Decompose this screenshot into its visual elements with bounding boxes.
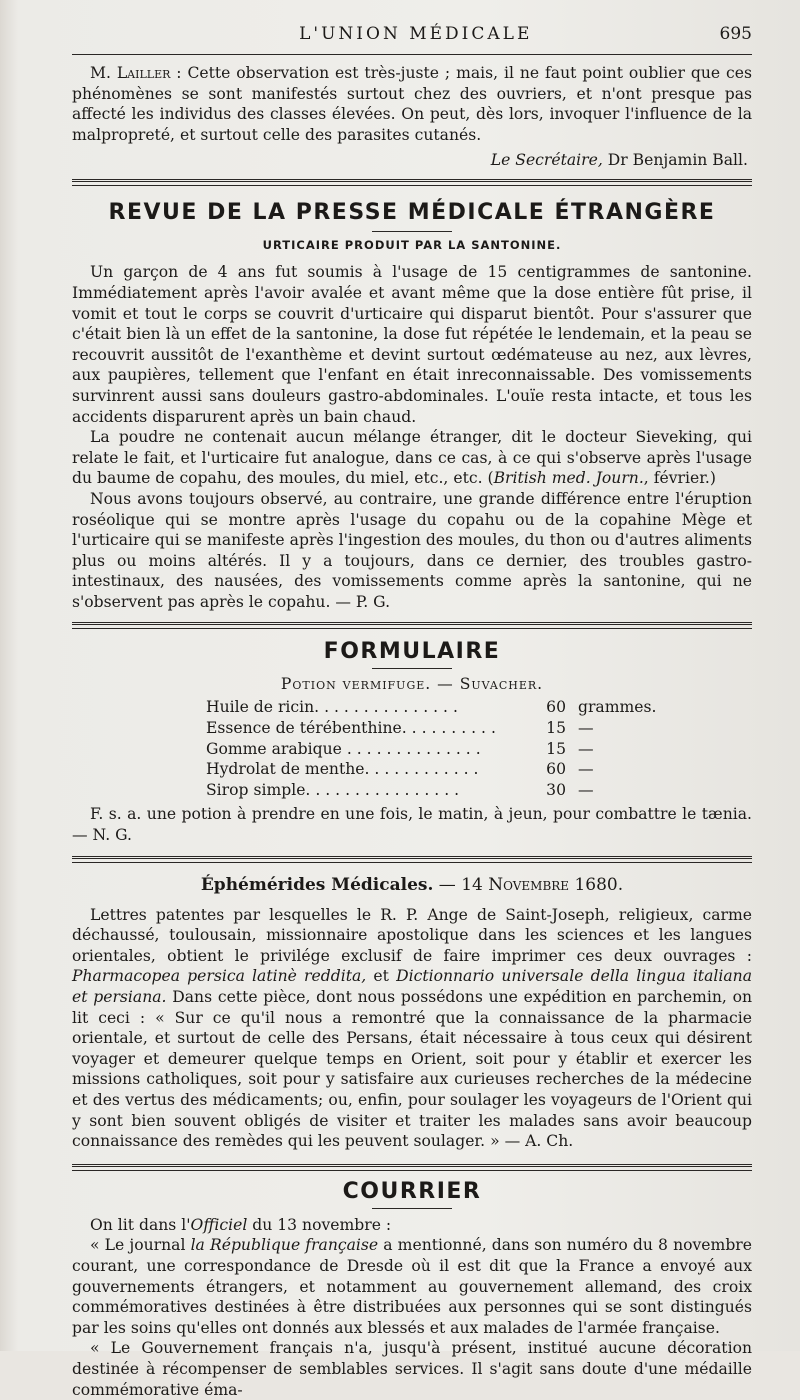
republique-francaise-ref: la République française [190, 1236, 379, 1255]
potion-formula [72, 675, 752, 800]
revue-paragraph-1: Un garçon de 4 ans fut soumis à l'usage de 15 centigrammes de santonine. Immédiatement après l'avoir avalée et avant même que la dose entière fût prise, il vomit et tout le corps se couvrit d'urticaire qui disparut bientôt. Pour s'assurer que c'était bien là un effet de la santonine, la dose fut répétée le lendemain, et la peau se recouvrit aussitôt de l'exanthème et devint surtout œdémateuse au nez, aux lèvres, aux paupières, tellement que l'enfant en était inreconnaissable. Des vomissements survinrent aussi sans douleurs gastro-abdominales. L'ouïe resta intacte, et tous les accidents disparurent après un bain chaud. [72, 263, 752, 426]
ephemerides-paragraph: Lettres patentes par lesquelles le R. P. Ange de Saint-Joseph, religieux, carme déchaussé, toulousain, missionnaire apostolique dans les sciences et les langues orientales, obtient le privilége exclusif de faire imprimer ces deux ouvrages : Pharmacopea persica latinè reddita, et Dictionnario universale della lingua italiana et persiana. Dans cette pièce, dont nous possédons une expédition en parchemin, on lit ceci : « Sur ce qu'il nous a remontré que la connaissance de la pharmacie orientale, et surtout de celle des Persans, était nécessaire à tous ceux qui désirent voyager et demeurer quelque temps en Orient, soit pour y établir et exercer les missions catholiques, soit pour y satisfaire aux curieuses recherches de la médecine et des vertus des médicaments; ou, enfin, pour soulager les voyageurs de l'Orient qui y sont bien souvent obligés de visiter et traiter les malades sans avoir beaucoup connaissance des remèdes qui les peuvent soulager. » — A. Ch. [72, 905, 752, 1151]
courrier-paragraph-1: On lit dans l'Officiel du 13 novembre : [90, 1215, 392, 1234]
revue-paragraph-3: Nous avons toujours observé, au contraire, une grande différence entre l'éruption roséolique qui se montre après l'usage du copahu ou de la copahine Mège et l'urticaire qui se manifeste après l'ingestion des moules, du thon ou d'autres aliments plus ou moins altérés. Il y a toujours, dans ce dernier, des troubles gastro-intestinaux, des nausées, des vomissements comme après la santonine, qui ne s'observent pas après le copahu. — P. G. [72, 489, 752, 611]
ingredient-unit: grammes. [578, 698, 657, 717]
ingredient-row [72, 718, 752, 739]
ingredient-list [72, 697, 752, 800]
revue-paragraph-2: La poudre ne contenait aucun mélange étranger, dit le docteur Sieveking, qui relate le fait, et l'urticaire fut analogue, dans ce cas, à ce qui s'observe après l'usage du baume de copahu, des moules, du miel, etc., etc. (British med. Journ., février.) [72, 428, 752, 488]
ephemerides-title: Éphémérides Médicales. [200, 874, 434, 895]
courrier-title-underline [372, 1208, 452, 1209]
ingredient-row [72, 759, 752, 780]
dictionnario-title: Dictionnario universale della lingua italiana et persiana. [72, 967, 752, 1006]
officiel-ref: Officiel [190, 1215, 248, 1234]
revue-title: REVUE DE LA PRESSE MÉDICALE ÉTRANGÈRE [108, 200, 716, 226]
section-divider-1 [72, 179, 752, 186]
formulaire-title: FORMULAIRE [323, 639, 501, 665]
ingredient-name: Gomme arabique . . . . . . . . . . . . . . [206, 739, 481, 758]
ingredient-row [72, 739, 752, 760]
speaker-name: M. Lailler : [90, 64, 182, 82]
courrier-paragraph-2: « Le journal la République française a mentionné, dans son numéro du 8 novembre courant, une correspondance de Dresde où il est dit que la France a envoyé aux gouvernements étrangers, et notamment au gouvernement allemand, des croix commémoratives destinées à être distribuées aux personnes qui se sont distingués par les soins qu'elles ont donnés aux blessés et aux malades de l'armée française. [72, 1236, 752, 1337]
running-header [72, 24, 752, 44]
courrier-paragraph-3: « Le Gouvernement français n'a, jusqu'à présent, institué aucune décoration destinée à récompenser de semblables services. Il s'agit sans doute d'une médaille commémorative éma- [72, 1339, 752, 1399]
ingredient-quantity: 60 [546, 760, 566, 779]
ingredient-unit: — [578, 760, 594, 779]
british-med-journ-ref: British med. Journ. [493, 469, 644, 488]
formulaire-title-underline [372, 668, 452, 669]
ingredient-name: Hydrolat de menthe. . . . . . . . . . . . [206, 760, 479, 779]
secretary-signature [72, 149, 748, 171]
potion-title: Potion vermifuge. — Suvacher. [280, 675, 544, 694]
ingredient-row [72, 780, 752, 801]
formula-note: F. s. a. une potion à prendre en une fois, le matin, à jeun, pour combattre le tænia.— N. G. [72, 805, 752, 845]
revue-title-underline [372, 231, 452, 232]
page-number: 695 [719, 24, 752, 44]
header-rule [72, 54, 752, 55]
signature-role: Le Secrétaire, [490, 151, 603, 170]
pharmacopea-title: Pharmacopea persica latinè reddita, [72, 967, 367, 986]
ingredient-unit: — [578, 739, 594, 758]
ingredient-row [72, 697, 752, 718]
ephemerides-date: — 14 Novembre 1680. [438, 874, 624, 895]
lailler-text: Cette observation est très-juste ; mais, il ne faut point oublier que ces phénomènes se sont manifestés surtout chez des ouvriers, et n'ont presque pas affecté les individus des classes élevées. On peut, dès lors, invoquer l'influence de la malpropreté, et surtout celle des parasites cutanés. [72, 64, 752, 144]
courrier-title: COURRIER [342, 1178, 482, 1204]
ingredient-unit: — [578, 719, 594, 738]
ingredient-name: Essence de térébenthine. . . . . . . . . . [206, 719, 496, 738]
ingredient-quantity: 15 [546, 739, 566, 758]
ingredient-quantity: 15 [546, 719, 566, 738]
lailler-paragraph [72, 63, 752, 145]
ingredient-unit: — [578, 780, 594, 799]
ingredient-name: Huile de ricin. . . . . . . . . . . . . . . [206, 698, 458, 717]
ingredient-quantity: 60 [546, 698, 566, 717]
ingredient-quantity: 30 [546, 780, 566, 799]
revue-subtitle: URTICAIRE PRODUIT PAR LA SANTONINE. [262, 238, 562, 253]
section-divider-2 [72, 622, 752, 629]
section-divider-3 [72, 856, 752, 863]
journal-title: L'UNION MÉDICALE [299, 24, 533, 44]
signature-name: Dr Benjamin Ball. [607, 151, 748, 170]
section-divider-4 [72, 1164, 752, 1171]
ingredient-name: Sirop simple. . . . . . . . . . . . . . . . [206, 780, 460, 799]
ephemerides-heading [72, 875, 752, 895]
